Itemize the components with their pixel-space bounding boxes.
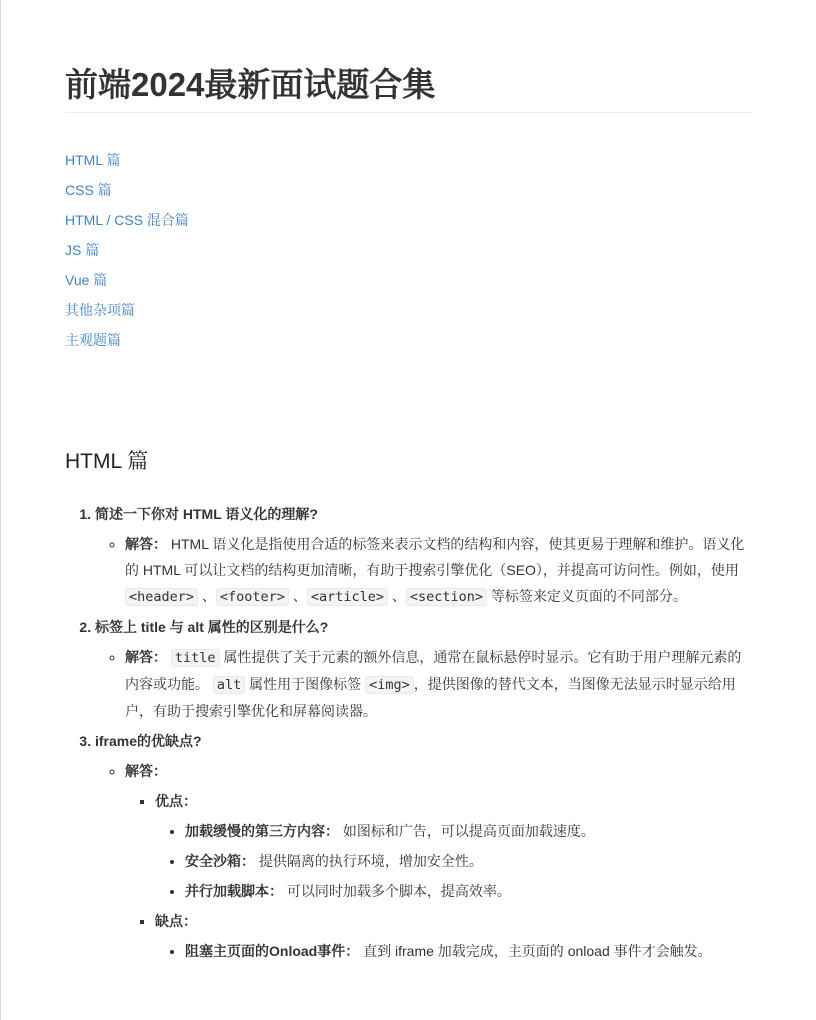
answer-item <box>125 531 753 610</box>
pros-item <box>155 788 753 904</box>
question-item-1 <box>95 501 753 610</box>
toc-link-subjective[interactable]: 主观题篇 <box>65 332 121 348</box>
toc-link-html[interactable]: HTML 篇 <box>65 152 121 168</box>
toc-link-vue[interactable]: Vue 篇 <box>65 272 108 288</box>
code-article-tag: <article> <box>307 588 388 606</box>
code-header-tag: <header> <box>125 588 198 606</box>
question-title: iframe的优缺点? <box>95 733 202 749</box>
question-item-3 <box>95 728 753 964</box>
pros-term: 并行加载脚本： <box>185 883 283 899</box>
answer-list <box>95 644 753 724</box>
cons-list <box>155 938 753 964</box>
code-section-tag: <section> <box>406 588 487 606</box>
question-title: 标签上 title 与 alt 属性的区别是什么? <box>95 619 329 635</box>
answer-item <box>125 644 753 724</box>
question-title: 简述一下你对 HTML 语义化的理解? <box>95 506 318 522</box>
toc-link-misc[interactable]: 其他杂项篇 <box>65 302 135 318</box>
cons-term: 阻塞主页面的Onload事件： <box>185 943 360 959</box>
pros-desc: 提供隔离的执行环境，增加安全性。 <box>255 853 483 869</box>
answer-item <box>125 758 753 964</box>
question-item-2 <box>95 614 753 724</box>
pros-cons-list <box>125 788 753 964</box>
pros-term: 安全沙箱： <box>185 853 255 869</box>
pros-term: 加载缓慢的第三方内容： <box>185 823 339 839</box>
code-alt-attr: alt <box>213 676 245 694</box>
answer-list <box>95 531 753 610</box>
page-title: 前端2024最新面试题合集 <box>65 0 753 113</box>
cons-item <box>155 908 753 964</box>
answer-list <box>95 758 753 964</box>
answer-label: 解答： <box>125 649 167 665</box>
code-img-tag: <img> <box>365 676 414 694</box>
toc-item-html <box>65 145 753 175</box>
answer-label: 解答： <box>125 536 167 552</box>
toc-link-html-css[interactable]: HTML / CSS 混合篇 <box>65 212 189 228</box>
document-page <box>65 0 753 968</box>
toc-link-js[interactable]: JS 篇 <box>65 242 100 258</box>
answer-text: 属性用于图像标签 <box>245 676 366 692</box>
pros-entry <box>185 818 753 844</box>
section-heading-html: HTML 篇 <box>65 450 149 473</box>
code-title-attr: title <box>171 649 220 667</box>
cons-desc: 直到 iframe 加载完成，主页面的 onload 事件才会触发。 <box>359 943 712 959</box>
answer-text: 等标签来定义页面的不同部分。 <box>487 588 687 604</box>
pros-entry <box>185 878 753 904</box>
question-list <box>65 501 753 964</box>
toc-item-misc <box>65 295 753 325</box>
table-of-contents <box>65 145 753 355</box>
separator: 、 <box>388 588 406 604</box>
answer-text: 属性提供了关于元素的额外信息，通常在鼠标悬停时显示。它有助于用户理解元素的内容或功能。 <box>125 649 742 692</box>
toc-item-js <box>65 235 753 265</box>
pros-desc: 如图标和广告，可以提高页面加载速度。 <box>339 823 595 839</box>
toc-item-html-css <box>65 205 753 235</box>
code-footer-tag: <footer> <box>216 588 289 606</box>
toc-item-css <box>65 175 753 205</box>
toc-item-vue <box>65 265 753 295</box>
page-left-border <box>0 0 1 1020</box>
answer-text: HTML 语义化是指使用合适的标签来表示文档的结构和内容，使其更易于理解和维护。语义化的 HTML 可以让文档的结构更加清晰，有助于搜索引擎优化（SEO），并提高可访问性。例如，使用 <box>125 536 745 578</box>
pros-list <box>155 818 753 904</box>
answer-text: ，提供图像的替代文本，当图像无法显示时显示给用户，有助于搜索引擎优化和屏幕阅读器。 <box>125 676 736 719</box>
cons-label: 缺点： <box>155 913 197 929</box>
toc-link-css[interactable]: CSS 篇 <box>65 182 112 198</box>
separator: 、 <box>198 588 216 604</box>
toc-item-subjective <box>65 325 753 355</box>
pros-desc: 可以同时加载多个脚本，提高效率。 <box>283 883 511 899</box>
cons-entry <box>185 938 753 964</box>
separator: 、 <box>288 588 307 604</box>
pros-label: 优点： <box>155 793 197 809</box>
pros-entry <box>185 848 753 874</box>
answer-label: 解答： <box>125 763 167 779</box>
